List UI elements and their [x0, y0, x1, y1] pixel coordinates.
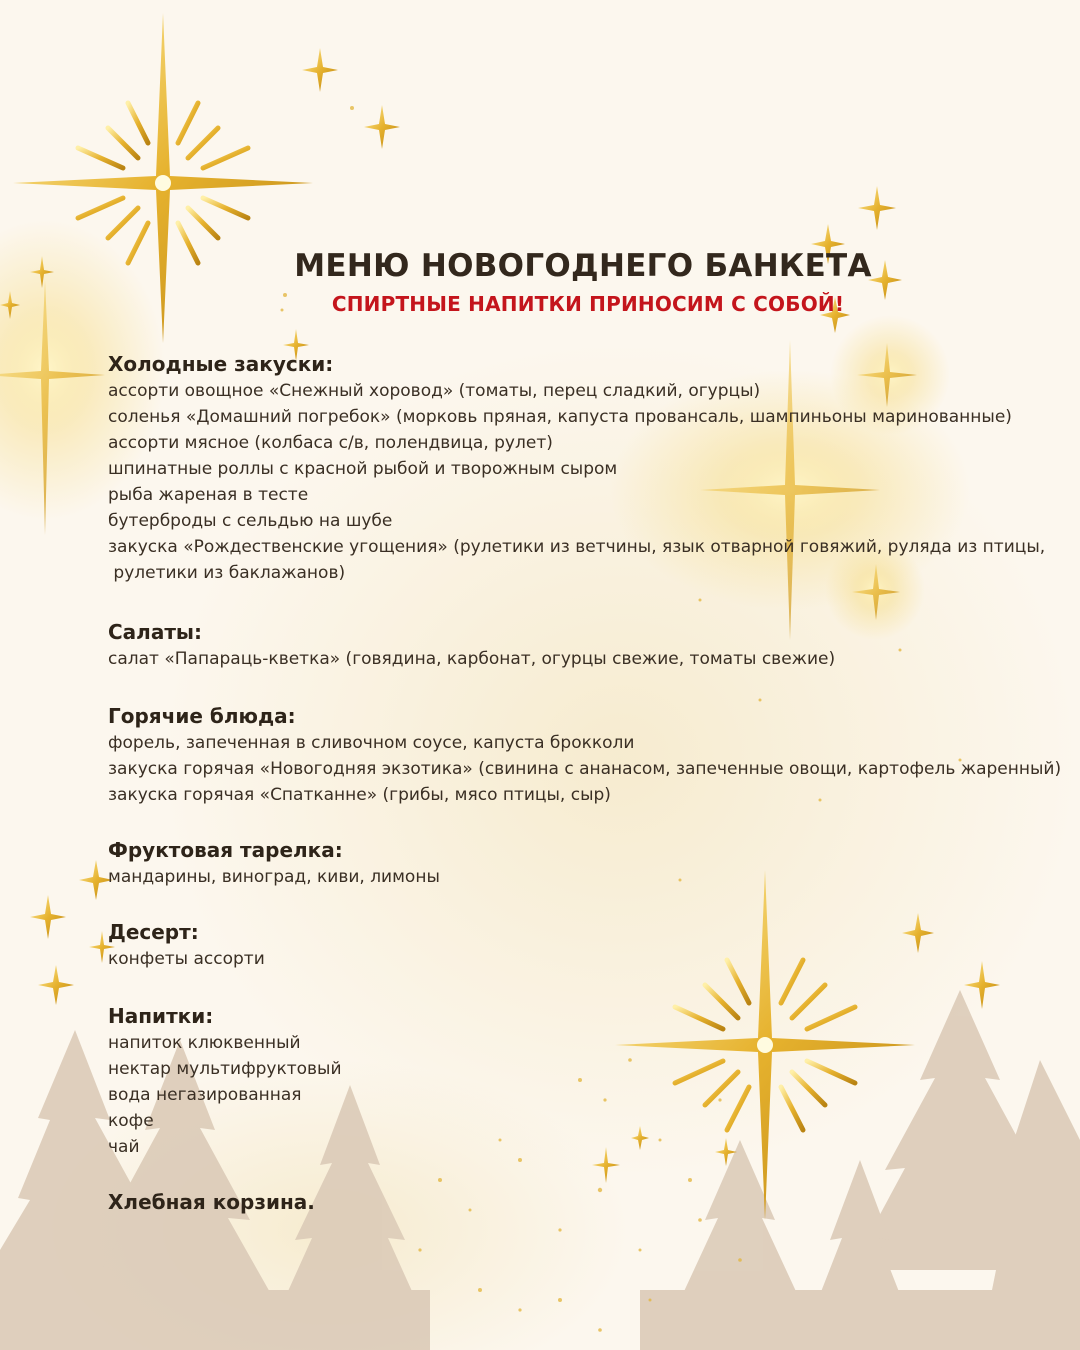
section-dessert: [108, 918, 1068, 972]
menu-item: кофе: [108, 1111, 154, 1131]
menu-item: ассорти мясное (колбаса с/в, полендвица, рулет): [108, 433, 553, 453]
menu-item: шпинатные роллы с красной рыбой и творожным сыром: [108, 459, 618, 479]
menu-item: салат «Папараць-кветка» (говядина, карбонат, огурцы свежие, томаты свежие): [108, 649, 836, 669]
section-title: Фруктовая тарелка:: [108, 838, 343, 862]
menu-item: рыба жареная в тесте: [108, 485, 309, 505]
section-title: Горячие блюда:: [108, 704, 296, 728]
section-salads: [108, 618, 1068, 672]
menu-item: рулетики из баклажанов): [108, 563, 346, 583]
menu-item: соленья «Домашний погребок» (морковь пряная, капуста провансаль, шампиньоны маринованные): [108, 407, 1012, 427]
menu-item: напиток клюквенный: [108, 1033, 301, 1053]
menu-item: конфеты ассорти: [108, 949, 265, 969]
menu-item: закуска «Рождественские угощения» (рулетики из ветчины, язык отварной говяжий, руляда из птицы,: [108, 537, 1046, 557]
section-cold-appetizers: [108, 350, 1068, 586]
section-bread-basket: [108, 1188, 1068, 1216]
page-title: МЕНЮ НОВОГОДНЕГО БАНКЕТА: [294, 248, 872, 284]
menu-item: чай: [108, 1137, 140, 1157]
menu-item: бутерброды с сельдью на шубе: [108, 511, 393, 531]
section-title: Десерт:: [108, 920, 199, 944]
section-hot-dishes: [108, 702, 1068, 808]
menu-item: закуска горячая «Спатканне» (грибы, мясо птицы, сыр): [108, 785, 611, 805]
section-fruit-plate: [108, 836, 1068, 890]
alcohol-notice: СПИРТНЫЕ НАПИТКИ ПРИНОСИМ С СОБОЙ!: [331, 292, 845, 316]
menu-item: мандарины, виноград, киви, лимоны: [108, 867, 440, 887]
menu-item: закуска горячая «Новогодняя экзотика» (свинина с ананасом, запеченные овощи, картофель жаренный): [108, 759, 1062, 779]
menu-item: вода негазированная: [108, 1085, 302, 1105]
menu-list: [108, 350, 1068, 1242]
section-title: Хлебная корзина.: [108, 1190, 315, 1214]
section-title: Салаты:: [108, 620, 202, 644]
menu-item: ассорти овощное «Снежный хоровод» (томаты, перец сладкий, огурцы): [108, 381, 761, 401]
menu-item: нектар мультифруктовый: [108, 1059, 342, 1079]
section-title: Напитки:: [108, 1004, 214, 1028]
section-title: Холодные закуски:: [108, 352, 334, 376]
section-drinks: [108, 1002, 1068, 1160]
menu-item: форель, запеченная в сливочном соусе, капуста брокколи: [108, 733, 635, 753]
